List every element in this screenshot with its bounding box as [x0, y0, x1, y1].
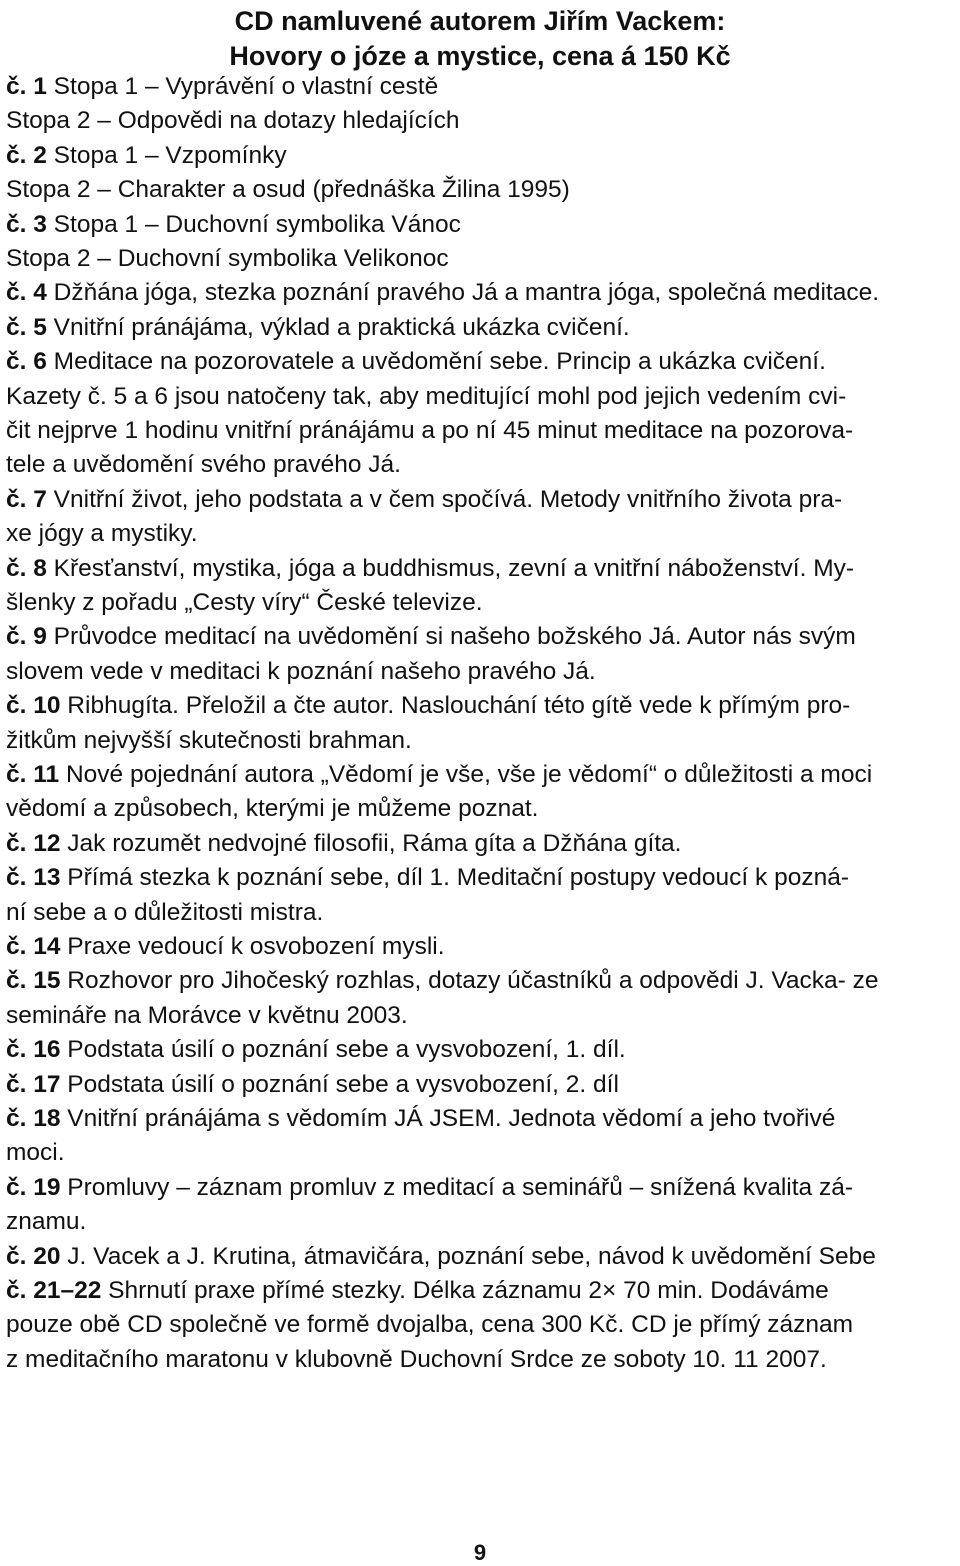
- track-text: Přímá stezka k poznání sebe, díl 1. Meditační postupy vedoucí k pozná-: [60, 864, 850, 892]
- track-text: slovem vede v meditaci k poznání našeho pravého Já.: [6, 657, 596, 685]
- track-number: č. 10: [6, 692, 61, 720]
- track-text: Průvodce meditací na uvědomění si našeho božského Já. Autor nás svým: [46, 623, 856, 651]
- track-text: semináře na Morávce v květnu 2003.: [6, 1001, 408, 1029]
- track-number: č. 1: [6, 73, 47, 100]
- track-entry-continuation: [6, 448, 401, 482]
- track-entry-continuation: [6, 792, 538, 826]
- track-entry-continuation: [6, 104, 460, 138]
- track-entry: [6, 827, 682, 861]
- track-text: Podstata úsilí o poznání sebe a vysvobození, 1. díl.: [60, 1036, 626, 1064]
- track-entry: [6, 483, 842, 517]
- track-entry-continuation: [6, 1308, 853, 1342]
- track-text: Praxe vedoucí k osvobození mysli.: [60, 933, 445, 960]
- track-number: č. 3: [6, 210, 47, 238]
- track-text: Ribhugíta. Přeložil a čte autor. Naslouchání této gítě vede k přímým pro-: [60, 692, 851, 720]
- track-entry-continuation: [6, 242, 449, 276]
- page-title: [0, 0, 960, 74]
- track-entry-continuation: [6, 414, 853, 448]
- track-entry: [6, 689, 850, 723]
- track-text: Kazety č. 5 a 6 jsou natočeny tak, aby meditující mohl pod jejich vedením cvi-: [6, 382, 847, 410]
- track-text: šlenky z pořadu „Cesty víry“ České televize.: [6, 589, 483, 616]
- track-text: Vnitřní život, jeho podstata a v čem spočívá. Metody vnitřního života pra-: [46, 485, 843, 513]
- track-entry: [6, 311, 630, 345]
- track-text: ní sebe a o důležitosti mistra.: [6, 898, 324, 926]
- track-number: č. 20: [6, 1242, 61, 1270]
- track-entry: [6, 758, 872, 792]
- track-text: Jak rozumět nedvojné filosofii, Ráma gíta a Džňána gíta.: [60, 829, 682, 857]
- track-number: č. 12: [6, 829, 61, 857]
- track-entry: [6, 345, 826, 379]
- track-text: Podstata úsilí o poznání sebe a vysvobození, 2. díl: [60, 1070, 619, 1098]
- track-entry: [6, 1274, 829, 1308]
- track-text: Stopa 1 – Vyprávění o vlastní cestě: [46, 73, 439, 100]
- track-entry: [6, 930, 445, 964]
- track-number: č. 16: [6, 1036, 61, 1064]
- track-number: č. 5: [6, 313, 47, 341]
- track-entry: [6, 1240, 876, 1274]
- track-number: č. 4: [6, 279, 47, 307]
- track-text: pouze obě CD společně ve formě dvojalba, cena 300 Kč. CD je přímý záznam: [6, 1311, 854, 1339]
- track-number: č. 14: [6, 933, 61, 960]
- track-entry: [6, 1102, 835, 1136]
- track-text: Promluvy – záznam promluv z meditací a seminářů – snížená kvalita zá-: [60, 1173, 853, 1201]
- track-number: č. 11: [6, 761, 60, 788]
- track-entry: [6, 552, 854, 586]
- title-line-1: CD namluvené autorem Jiřím Vackem:: [234, 6, 726, 36]
- track-text: z meditačního maratonu v klubovně Duchovní Srdce ze soboty 10. 11 2007.: [6, 1345, 827, 1373]
- track-entry-continuation: [6, 1343, 827, 1377]
- track-entry: [6, 276, 879, 310]
- track-number: č. 21–22: [6, 1277, 102, 1304]
- track-number: č. 13: [6, 864, 61, 892]
- track-number: č. 15: [6, 967, 61, 995]
- track-entry-continuation: [6, 896, 323, 930]
- track-text: Stopa 2 – Charakter a osud (přednáška Žilina 1995): [6, 176, 570, 204]
- title-line-2: Hovory o józe a mystice, cena á 150 Kč: [229, 41, 731, 71]
- track-text: Stopa 1 – Duchovní symbolika Vánoc: [46, 210, 461, 238]
- track-entry: [6, 1068, 619, 1102]
- track-entry: [6, 1171, 853, 1205]
- track-number: č. 18: [6, 1105, 61, 1132]
- track-text: moci.: [6, 1139, 65, 1167]
- track-entry-continuation: [6, 173, 570, 207]
- track-entry: [6, 620, 856, 654]
- track-number: č. 8: [6, 554, 47, 582]
- track-text: Vnitřní pránájáma s vědomím JÁ JSEM. Jednota vědomí a jeho tvořivé: [60, 1105, 836, 1132]
- track-entry-continuation: [6, 517, 198, 551]
- track-text: Stopa 2 – Odpovědi na dotazy hledajících: [6, 107, 460, 135]
- track-text: Nové pojednání autora „Vědomí je vše, vše je vědomí“ o důležitosti a moci: [59, 761, 873, 788]
- track-entry-continuation: [6, 999, 408, 1033]
- track-text: Rozhovor pro Jihočeský rozhlas, dotazy účastníků a odpovědi J. Vacka- ze: [60, 967, 879, 995]
- track-number: č. 2: [6, 141, 47, 169]
- track-number: č. 17: [6, 1070, 61, 1098]
- track-entry: [6, 964, 879, 998]
- track-entry-continuation: [6, 1136, 65, 1170]
- track-text: Meditace na pozorovatele a uvědomění sebe. Princip a ukázka cvičení.: [46, 348, 826, 376]
- track-entry: [6, 861, 849, 895]
- track-text: čit nejprve 1 hodinu vnitřní pránájámu a po ní 45 minut meditace na pozorova-: [6, 417, 854, 444]
- track-entry-continuation: [6, 586, 483, 620]
- track-entry: [6, 139, 287, 173]
- track-text: Křesťanství, mystika, jóga a buddhismus, zevní a vnitřní náboženství. My-: [46, 554, 855, 582]
- track-text: Stopa 1 – Vzpomínky: [46, 141, 287, 169]
- track-text: vědomí a způsobech, kterými je můžeme poznat.: [6, 795, 539, 823]
- track-number: č. 7: [6, 485, 47, 513]
- track-entry-continuation: [6, 380, 846, 414]
- track-text: Stopa 2 – Duchovní symbolika Velikonoc: [6, 245, 449, 272]
- track-entry-continuation: [6, 724, 412, 758]
- track-text: Shrnutí praxe přímé stezky. Délka záznamu 2× 70 min. Dodáváme: [101, 1277, 829, 1304]
- track-entry-continuation: [6, 1205, 86, 1239]
- track-number: č. 9: [6, 623, 47, 651]
- track-number: č. 6: [6, 348, 47, 376]
- track-entry: [6, 70, 438, 104]
- track-entry: [6, 208, 461, 242]
- track-entry: [6, 1033, 626, 1067]
- track-entry-continuation: [6, 655, 596, 689]
- page-number: 9: [473, 1540, 487, 1565]
- track-number: č. 19: [6, 1173, 61, 1201]
- track-text: žitkům nejvyšší skutečnosti brahman.: [6, 726, 412, 754]
- track-text: Džňána jóga, stezka poznání pravého Já a mantra jóga, společná meditace.: [46, 279, 880, 307]
- track-text: J. Vacek a J. Krutina, átmavičára, poznání sebe, návod k uvědomění Sebe: [60, 1242, 876, 1270]
- track-text: xe jógy a mystiky.: [6, 520, 198, 548]
- track-text: Vnitřní pránájáma, výklad a praktická ukázka cvičení.: [46, 313, 630, 341]
- track-text: znamu.: [6, 1208, 87, 1236]
- track-text: tele a uvědomění svého pravého Já.: [6, 451, 401, 479]
